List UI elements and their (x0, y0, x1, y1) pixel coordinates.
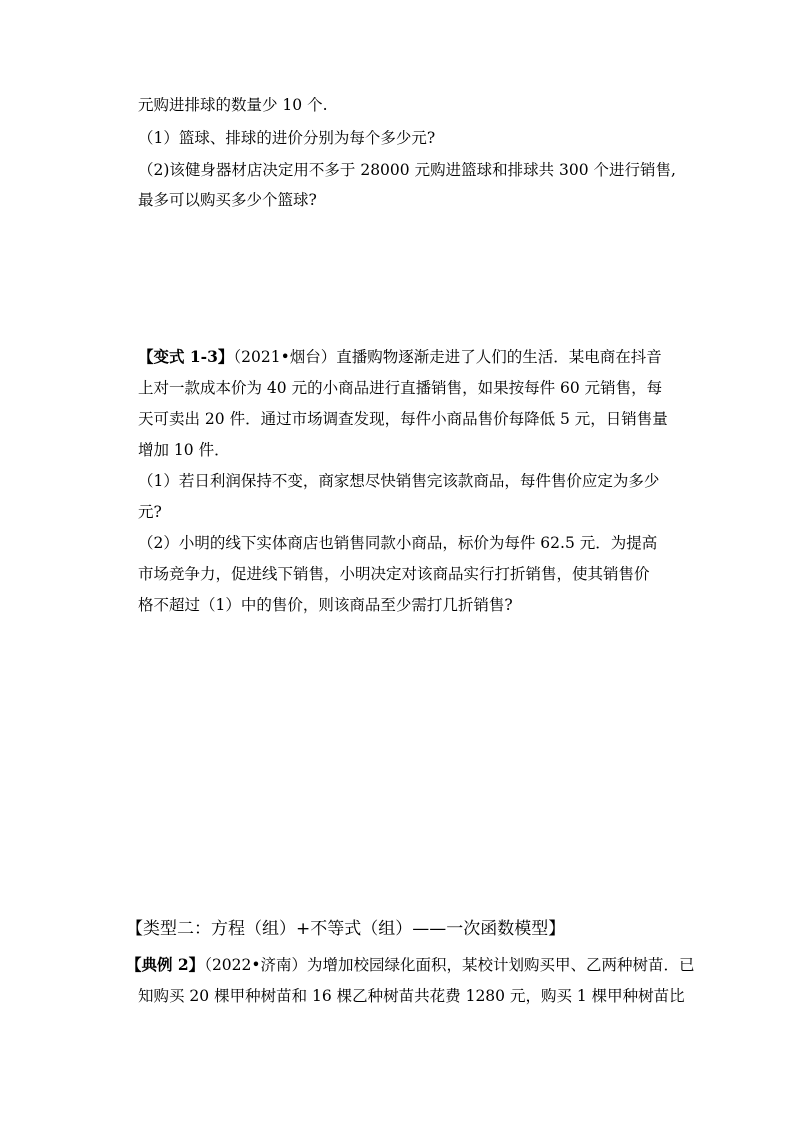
text-line: 最多可以购买多少个篮球? (138, 191, 317, 209)
text-line: 知购买 20 棵甲种树苗和 16 棵乙种树苗共花费 1280 元，购买 1 棵甲种树苗比 (138, 987, 685, 1005)
question-1: （1）篮球、排球的进价分别为每个多少元? (138, 129, 436, 147)
text-line: 格不超过（1）中的售价，则该商品至少需打几折销售? (138, 596, 513, 614)
variant-first-line (138, 347, 662, 367)
section-heading: 【类型二：方程（组）+不等式（组）——一次函数模型】 (126, 919, 566, 939)
question-2: （2)该健身器材店决定用不多于 28000 元购进篮球和排球共 300 个进行销售, (138, 161, 676, 179)
variant-intro: （2021•烟台）直播购物逐渐走进了人们的生活．某电商在抖音 (233, 348, 662, 366)
example-tag: 【典例 2】 (126, 955, 205, 974)
example-first-line (126, 955, 695, 975)
text-line: 增加 10 件． (138, 441, 230, 459)
question-2: （2）小明的线下实体商店也销售同款小商品，标价为每件 62.5 元．为提高 (138, 534, 658, 552)
text-line: 市场竞争力，促进线下销售，小明决定对该商品实行打折销售，使其销售价 (138, 565, 650, 583)
example-intro: （2022•济南）为增加校园绿化面积，某校计划购买甲、乙两种树苗．已 (204, 956, 695, 974)
text-line: 天可卖出 20 件．通过市场调查发现，每件小商品售价每降低 5 元，日销售量 (138, 410, 668, 428)
text-line: 上对一款成本价为 40 元的小商品进行直播销售，如果按每件 60 元销售，每 (138, 379, 663, 397)
text-line: 元购进排球的数量少 10 个. (138, 96, 328, 114)
question-1: （1）若日利润保持不变，商家想尽快销售完该款商品，每件售价应定为多少 (138, 472, 660, 490)
text-line: 元? (138, 503, 162, 521)
variant-tag: 【变式 1-3】 (138, 347, 234, 366)
